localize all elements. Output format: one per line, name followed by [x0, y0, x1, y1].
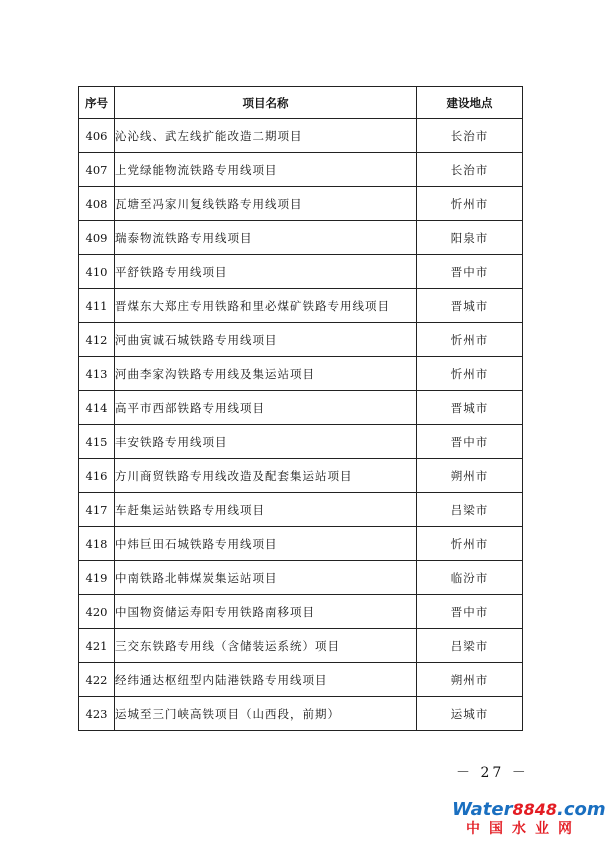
cell-seq: 412 — [79, 323, 115, 357]
cell-name: 河曲寅诚石城铁路专用线项目 — [115, 323, 417, 357]
cell-location: 晋中市 — [417, 255, 523, 289]
table-row — [79, 561, 523, 595]
cell-seq: 407 — [79, 153, 115, 187]
cell-seq: 414 — [79, 391, 115, 425]
cell-location: 晋中市 — [417, 425, 523, 459]
cell-seq: 416 — [79, 459, 115, 493]
cell-location: 长治市 — [417, 119, 523, 153]
cell-name: 瑞泰物流铁路专用线项目 — [115, 221, 417, 255]
cell-location: 阳泉市 — [417, 221, 523, 255]
cell-location: 临汾市 — [417, 561, 523, 595]
cell-name: 方川商贸铁路专用线改造及配套集运站项目 — [115, 459, 417, 493]
cell-name: 丰安铁路专用线项目 — [115, 425, 417, 459]
header-seq: 序号 — [79, 87, 115, 119]
cell-location: 朔州市 — [417, 459, 523, 493]
cell-location: 吕梁市 — [417, 629, 523, 663]
cell-seq: 423 — [79, 697, 115, 731]
cell-seq: 419 — [79, 561, 115, 595]
table-row — [79, 629, 523, 663]
table-row — [79, 153, 523, 187]
table-row — [79, 289, 523, 323]
cell-location: 朔州市 — [417, 663, 523, 697]
cell-seq: 409 — [79, 221, 115, 255]
watermark-logo — [452, 799, 606, 844]
table-row — [79, 595, 523, 629]
table-row — [79, 459, 523, 493]
cell-location: 忻州市 — [417, 187, 523, 221]
cell-name: 瓦塘至冯家川复线铁路专用线项目 — [115, 187, 417, 221]
cell-seq: 408 — [79, 187, 115, 221]
table-row — [79, 663, 523, 697]
cell-name: 晋煤东大郑庄专用铁路和里必煤矿铁路专用线项目 — [115, 289, 417, 323]
table-row — [79, 255, 523, 289]
cell-location: 晋城市 — [417, 391, 523, 425]
header-name: 项目名称 — [115, 87, 417, 119]
cell-name: 经纬通达枢纽型内陆港铁路专用线项目 — [115, 663, 417, 697]
table-row — [79, 391, 523, 425]
table-row — [79, 697, 523, 731]
watermark-subtitle: 中国水业网 — [466, 821, 581, 837]
cell-location: 运城市 — [417, 697, 523, 731]
cell-seq: 418 — [79, 527, 115, 561]
table-row — [79, 221, 523, 255]
cell-location: 忻州市 — [417, 357, 523, 391]
cell-name: 中南铁路北韩煤炭集运站项目 — [115, 561, 417, 595]
cell-name: 沁沁线、武左线扩能改造二期项目 — [115, 119, 417, 153]
cell-name: 三交东铁路专用线（含储装运系统）项目 — [115, 629, 417, 663]
cell-seq: 415 — [79, 425, 115, 459]
cell-seq: 411 — [79, 289, 115, 323]
cell-seq: 413 — [79, 357, 115, 391]
cell-location: 晋城市 — [417, 289, 523, 323]
table-row — [79, 527, 523, 561]
cell-name: 车赶集运站铁路专用线项目 — [115, 493, 417, 527]
watermark-brand: Water8848.com — [452, 799, 606, 820]
cell-seq: 420 — [79, 595, 115, 629]
cell-location: 吕梁市 — [417, 493, 523, 527]
table-header-row — [79, 87, 523, 119]
cell-name: 中国物资储运寿阳专用铁路南移项目 — [115, 595, 417, 629]
cell-name: 河曲李家沟铁路专用线及集运站项目 — [115, 357, 417, 391]
project-table — [78, 86, 523, 731]
table-row — [79, 357, 523, 391]
table-row — [79, 187, 523, 221]
cell-location: 忻州市 — [417, 323, 523, 357]
cell-seq: 410 — [79, 255, 115, 289]
cell-location: 长治市 — [417, 153, 523, 187]
table-row — [79, 493, 523, 527]
cell-seq: 421 — [79, 629, 115, 663]
cell-seq: 417 — [79, 493, 115, 527]
cell-name: 平舒铁路专用线项目 — [115, 255, 417, 289]
table-row — [79, 119, 523, 153]
cell-location: 忻州市 — [417, 527, 523, 561]
header-location: 建设地点 — [417, 87, 523, 119]
cell-name: 高平市西部铁路专用线项目 — [115, 391, 417, 425]
table-row — [79, 323, 523, 357]
cell-seq: 422 — [79, 663, 115, 697]
cell-location: 晋中市 — [417, 595, 523, 629]
cell-name: 上党绿能物流铁路专用线项目 — [115, 153, 417, 187]
cell-name: 运城至三门峡高铁项目（山西段，前期） — [115, 697, 417, 731]
page-number: － 27 － — [456, 765, 529, 781]
cell-seq: 406 — [79, 119, 115, 153]
table-row — [79, 425, 523, 459]
cell-name: 中炜巨田石城铁路专用线项目 — [115, 527, 417, 561]
